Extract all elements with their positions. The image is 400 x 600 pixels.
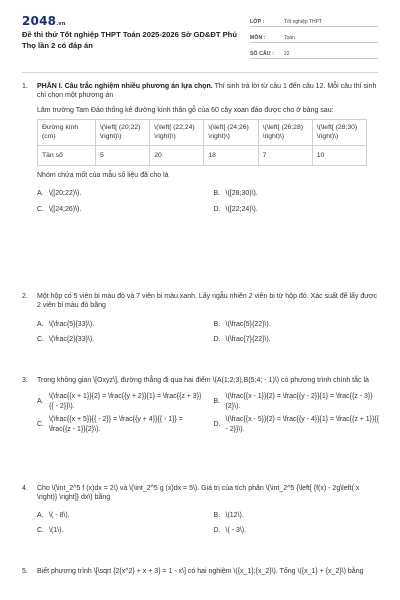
option-letter: D. [213,421,221,429]
meta-value: Toán [284,35,295,42]
frequency-table [37,119,367,165]
option-text: \(\frac{{x - 5}}{2} = \frac{{y - 4}}{1} = \frac{{z + 1}}{{ - 2}}\). [225,416,380,433]
option-letter: B. [213,190,221,198]
table-cell: \(\left[ (26;28) \right)\) [258,120,312,145]
question-1 [22,82,380,217]
option-c[interactable] [37,523,204,538]
question-5 [22,567,380,576]
option-a[interactable] [37,390,204,413]
exam-meta [250,13,378,61]
option-text: \([24;26)\). [49,205,82,213]
option-d[interactable] [214,523,381,538]
option-letter: D. [213,336,221,344]
question-number: 4. [22,485,28,492]
table-cell: 10 [312,145,366,165]
option-letter: B. [213,398,221,406]
option-text: \(\frac{7}{22}\). [225,336,271,344]
meta-key: MÔN : [250,35,266,42]
table-row [38,120,367,145]
logo-suffix: .vn [56,21,66,27]
question-number: 3. [22,377,28,384]
table-cell: 18 [204,145,258,165]
answer-options [37,390,380,436]
question-number: 5. [22,568,28,575]
option-text: \([20;22)\). [49,190,82,198]
page-header [0,0,400,66]
option-c[interactable] [37,202,204,217]
question-4 [22,484,380,539]
option-b[interactable] [214,186,381,201]
option-letter: A. [37,320,44,328]
option-b[interactable] [214,390,381,413]
logo-main: 2048 [22,14,57,28]
option-d[interactable] [214,332,381,347]
option-c[interactable] [37,413,204,436]
meta-key: SỐ CÂU : [250,51,275,58]
option-letter: D. [213,527,221,535]
meta-value: Tốt nghiệp THPT [284,19,322,26]
option-letter: C. [37,421,44,429]
option-letter: A. [37,190,44,198]
option-a[interactable] [37,317,204,332]
table-cell: 7 [258,145,312,165]
question-stem: Trong không gian \[Oxyz\], đường thẳng đi qua hai điểm \(A(1;2;3),B(5;4; - 1)\) có phương trình chính tắc là [37,377,369,384]
meta-value: 22 [284,51,290,58]
table-cell: 20 [150,145,204,165]
option-text: \(\frac{5}{22}\). [225,320,271,328]
question-3 [22,376,380,436]
table-header-cell: Đường kính (cm) [38,120,96,145]
meta-key: LỚP : [250,19,265,26]
option-letter: C. [37,205,44,213]
option-letter: C. [37,336,44,344]
option-text: \(1\). [49,527,64,535]
option-text: \(\frac{{x + 5}}{{ - 2}} = \frac{{y + 4}}{{ - 1}} = \frac{{z - 1}}{2}\). [49,416,183,433]
answer-options [37,317,380,348]
answer-options [37,186,380,217]
option-text: \( - 3\). [225,527,247,535]
option-text: \(\frac{{x - 1}}{2} = \frac{{y - 2}}{1} = \frac{{z - 3}}{2}\). [225,393,373,410]
option-b[interactable] [214,508,381,523]
question-intro [37,82,380,101]
answer-options [37,508,380,539]
option-text: \(\frac{{x + 1}}{2} = \frac{{y + 2}}{1} = \frac{{z + 3}}{{ - 2}}\). [49,393,202,410]
site-logo[interactable] [22,13,66,29]
meta-row-count [250,45,378,59]
table-header-cell: Tần số [38,145,96,165]
option-text: \( - 8\). [49,511,70,519]
option-d[interactable] [214,202,381,217]
table-cell: \(\left[ (24;26) \right)\) [204,120,258,145]
header-divider [22,72,378,73]
meta-row-subject [250,29,378,43]
question-stem: Một hộp có 5 viên bi màu đỏ và 7 viên bi màu xanh. Lấy ngẫu nhiên 2 viên bi từ hộp đó. Xác suất để lấy được 2 viên bi màu đỏ bằng [37,293,378,310]
question-2 [22,292,380,348]
option-text: \([28;30)\). [225,190,258,198]
table-row [38,145,367,165]
option-text: \(12\). [225,511,244,519]
question-stem: Cho \(\int_2^5 f (x)dx = 2\) và \(\int_2^5 g (x)dx = 5\). Giá trị của tích phân \(\int_2^5 {\left[ {f(x) - 2g\left( x \right)} \right]} dx\) bằng [37,485,360,502]
option-letter: B. [213,511,221,519]
option-a[interactable] [37,186,204,201]
option-a[interactable] [37,508,204,523]
question-number: 1. [22,83,28,90]
table-cell: \(\left[ (28;30) \right)\) [312,120,366,145]
section-instructions: Thí sinh trả lời từ câu 1 đến câu 12. Mỗi câu thí sinh chỉ chọn một phương án [37,83,377,100]
question-prompt: Nhóm chứa mốt của mẫu số liệu đã cho là [37,171,169,179]
option-letter: C. [37,527,44,535]
option-d[interactable] [214,413,381,436]
table-cell: \(\left[ (20;22) \right)\) [96,120,150,145]
table-cell: 5 [96,145,150,165]
question-stem: Biết phương trình \[\sqrt {2{x^2} + x + 3} = 1 - x\] có hai nghiệm \({x_1};{x_2}\). Tổng \({x_1} + {x_2}\) bằng [37,568,364,575]
table-cell: \(\left[ (22;24) \right)\) [150,120,204,145]
option-letter: B. [213,320,221,328]
option-c[interactable] [37,332,204,347]
option-text: \(\frac{2}{33}\). [49,336,95,344]
option-b[interactable] [214,317,381,332]
option-text: \(\frac{5}{33}\). [49,320,95,328]
question-number: 2. [22,293,28,300]
meta-row-class [250,13,378,27]
option-letter: A. [37,398,44,406]
option-text: \([22;24)\). [225,205,258,213]
section-heading: PHẦN I. Câu trắc nghiệm nhiều phương án lựa chọn. [37,83,213,90]
page-title: Đề thi thử Tốt nghiệp THPT Toán 2025-2026 Sở GD&ĐT Phú Thọ lần 2 có đáp án [22,30,237,50]
option-letter: A. [37,511,44,519]
option-letter: D. [213,205,221,213]
question-stem: Lâm trường Tam Đảo thống kê đường kính thân gỗ của 60 cây xoan đào được cho ở bảng sau: [37,106,334,114]
